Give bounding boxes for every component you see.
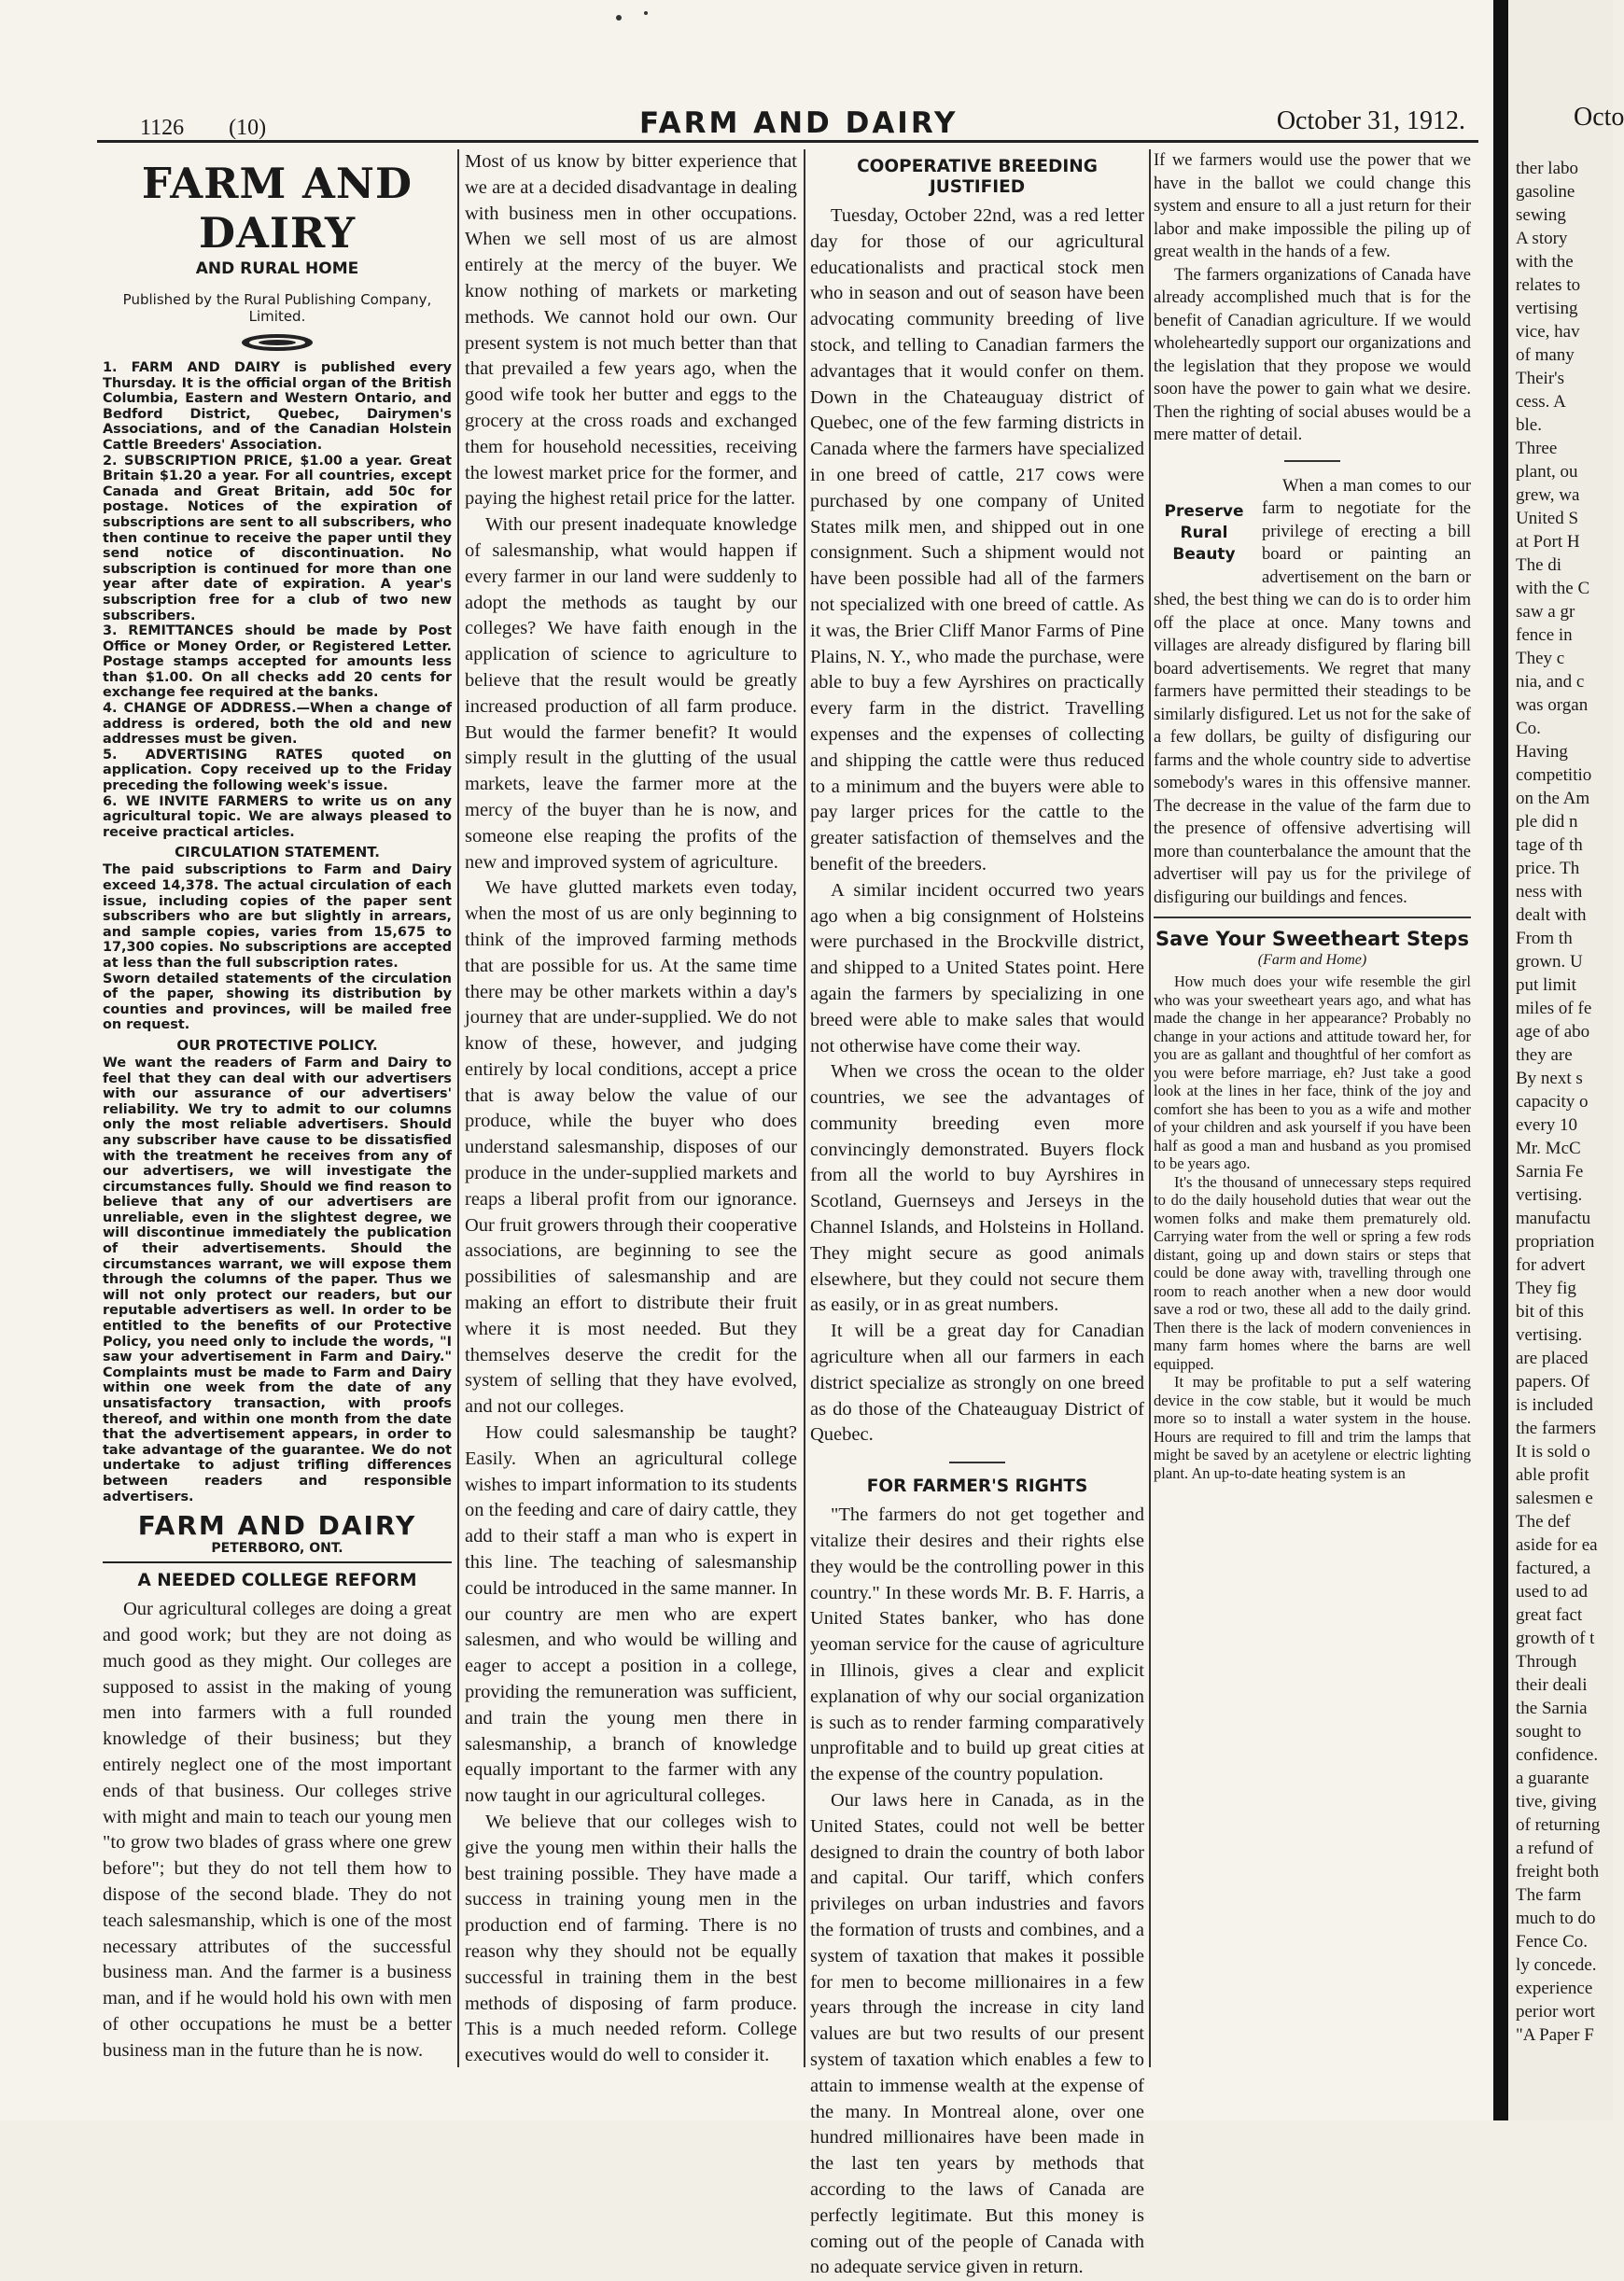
section-rule bbox=[103, 1561, 452, 1563]
next-page-line: plant, ou bbox=[1516, 462, 1578, 482]
next-page-line: They fig bbox=[1516, 1279, 1576, 1298]
masthead-footer-title: FARM AND DAIRY bbox=[137, 1510, 417, 1542]
page-number: 1126 (10) bbox=[140, 116, 267, 140]
header-rule bbox=[97, 140, 1478, 143]
next-page-line: Co. bbox=[1516, 719, 1541, 738]
page-header bbox=[140, 101, 1465, 138]
article-paragraph: A similar incident occurred two years ago when a big consignment of Holsteins were purchased in the Brockville district, and shipped to a United States point. Here again the farmers by specializing in one breed were able to make sales that would not otherwise have come their way. bbox=[810, 879, 1144, 1057]
article-title: COOPERATIVE BREEDING JUSTIFIED bbox=[857, 157, 1098, 197]
next-page-line: propriation bbox=[1516, 1232, 1595, 1252]
next-page-line: factured, a bbox=[1516, 1559, 1591, 1578]
next-page-line: The def bbox=[1516, 1512, 1571, 1532]
next-page-text bbox=[1508, 157, 1600, 2047]
next-page-line: ther labo bbox=[1516, 159, 1579, 178]
column-rule bbox=[1149, 149, 1151, 2067]
circulation-text: The paid subscriptions to Farm and Dairy exceed 14,378. The actual circulation of each issue, including copies of the paper sent subscribers who are but slightly in arrears, and sample copies, varies from 15,675 to 17,300 copies. No subscriptions are accepted at less than the full subscription rates. bbox=[103, 862, 452, 971]
issue-date: October 31, 1912. bbox=[1276, 106, 1465, 135]
next-page-line: Fence Co. bbox=[1516, 1932, 1589, 1952]
next-page-line: It is sold o bbox=[1516, 1442, 1590, 1462]
next-page-line: vertising. bbox=[1516, 1325, 1583, 1345]
next-page-line: Having bbox=[1516, 742, 1568, 762]
notice-item: 3. REMITTANCES should be made by Post Office or Money Order, or Registered Letter. Postage stamps accepted for amounts less than $1.00. On all checks add 20 cents for exchange fee required at the banks. bbox=[103, 623, 452, 701]
article-paragraph: It's the thousand of unnecessary steps required to do the daily household duties that wear out the women folks and make them prematurely old. Carrying water from the well or spring a few rods distant, going up and down stairs or steps that could be done away with, travelling through one room to reach another when a new door would save a rod or two, these all add to the daily grind. Then there is the lack of modern conveniences in many farm homes where the barns are well equipped. bbox=[1154, 1172, 1471, 1373]
next-page-line: perior wort bbox=[1516, 2002, 1595, 2022]
article-paragraph: When a man comes to our farm to negotiate for the privilege of erecting a bill board or painting an advertisement on the barn or shed, the best thing we can do is to order him off the place at once. Many towns and villages are already disfigured by flaring bill board advertisements. We regret that many farmers have permitted their steadings to be similarly disfigured. Let us not for the sake of a few dollars, be guilty of disfiguring our farms and the whole country side to advertise somebody's wares in this offensive manner. The decrease in the value of the farm due to the presence of offensive advertising will more than counterbalance the amount that the advertiser will pay us for the privilege of disfiguring our buildings and fences. bbox=[1154, 476, 1471, 907]
next-page-line: salesmen e bbox=[1516, 1489, 1593, 1508]
next-page-line: freight both bbox=[1516, 1862, 1600, 1882]
next-page-line: much to do bbox=[1516, 1909, 1596, 1928]
next-page-line: a refund of bbox=[1516, 1839, 1594, 1858]
notices bbox=[103, 360, 452, 840]
next-page-line: aside for ea bbox=[1516, 1535, 1598, 1555]
next-page-line: A story bbox=[1516, 229, 1568, 248]
notice-item: 5. ADVERTISING RATES quoted on application. Copy received up to the Friday preceding the following week's issue. bbox=[103, 747, 452, 794]
article-paragraph: It may be profitable to put a self watering device in the cow stable, but it would be much more so to install a water system in the house. Hours are required to fill and trim the lamps that might be saved by an acetylene or electric lighting plant. An up-to-date heating system is an bbox=[1154, 1373, 1471, 1482]
next-page-line: the Sarnia bbox=[1516, 1699, 1588, 1718]
next-page-line: sewing bbox=[1516, 205, 1566, 225]
next-page-line: capacity o bbox=[1516, 1092, 1589, 1112]
masthead-subtitle: AND RURAL HOME bbox=[195, 259, 359, 278]
next-page-line: sought to bbox=[1516, 1722, 1582, 1742]
column-2 bbox=[465, 149, 797, 2066]
column-rule bbox=[457, 149, 459, 2067]
next-page-line: vertising bbox=[1516, 299, 1578, 318]
article-paragraph: When we cross the ocean to the older countries, we see the advantages of community breeding even more convincingly demonstrated. Buyers flock from all the world to buy Ayrshires in Scotland, Guernseys and Jerseys in the Channel Islands, and Holsteins in Holland. They might secure as good animals elsewhere, but they could not secure them as easily, or in as great numbers. bbox=[810, 1061, 1144, 1316]
next-page-line: Sarnia Fe bbox=[1516, 1162, 1584, 1182]
next-page-edge bbox=[1508, 0, 1624, 2120]
policy-text: We want the readers of Farm and Dairy to feel that they can deal with our advertisers with our assurance of our advertisers' reliability. We try to admit to our columns only the most reliable advertisers. Should any subscriber have cause to be dissatisfied with the treatment he receives from any of our advertisers, we will investigate the circumstances fully. Should we find reason to believe that any of our advertisers are unreliable, even in the slightest degree, we will discontinue immediately the publication of their advertisements. Should the circumstances warrant, we will expose them through the columns of the paper. Thus we will not only protect our readers, but our reputable advertisers as well. In order to be entitled to the benefits of our Protective Policy, you need only to include the words, "I saw your advertisement in Farm and Dairy." Complaints must be made to Farm and Dairy within one week from the date of any unsatisfactory transaction, with proofs thereof, and within one month from the date that the advertisement appears, in order to take advantage of the guarantee. We do not undertake to adjust trifling differences between readers and responsible advertisers. bbox=[103, 1055, 452, 1504]
article-title: A NEEDED COLLEGE REFORM bbox=[137, 1571, 417, 1591]
circulation-text: Sworn detailed statements of the circulation of the paper, showing its distribution by counties and provinces, will be mailed free on request. bbox=[103, 971, 452, 1033]
next-page-line: ly concede. bbox=[1516, 1955, 1597, 1975]
policy-heading: OUR PROTECTIVE POLICY. bbox=[176, 1036, 378, 1054]
next-page-line: By next s bbox=[1516, 1069, 1583, 1088]
next-page-line: experience bbox=[1516, 1979, 1593, 1998]
print-speck bbox=[616, 15, 622, 21]
next-page-line: ness with bbox=[1516, 882, 1583, 902]
article-paragraph: Most of us know by bitter experience that we are at a decided disadvantage in dealing with business men in other occupations. When we sell most of us are almost entirely at the mercy of the buyer. We know nothing of markets or marketing methods. We cannot hold our own. Our present system is not much better than that that prevailed a few years ago, when the good wife took her butter and eggs to the grocery at the cross roads and exchanged them for household necessities, receiving the lowest market price for the former, and paying the highest retail price for the latter. bbox=[465, 151, 797, 510]
next-page-line: every 10 bbox=[1516, 1115, 1577, 1135]
next-page-line: price. Th bbox=[1516, 859, 1580, 878]
next-page-line: is included bbox=[1516, 1395, 1593, 1415]
article-title: Save Your Sweetheart Steps bbox=[1155, 928, 1469, 950]
next-page-line: on the Am bbox=[1516, 789, 1590, 808]
next-page-line: miles of fe bbox=[1516, 999, 1592, 1018]
next-page-line: growth of t bbox=[1516, 1629, 1595, 1648]
next-page-line: United S bbox=[1516, 509, 1579, 528]
masthead-title: FARM AND DAIRY bbox=[141, 159, 413, 258]
next-page-line: fence in bbox=[1516, 625, 1573, 645]
next-page-line: tive, giving bbox=[1516, 1792, 1597, 1812]
article-paragraph: It will be a great day for Canadian agriculture when all our farmers in each district specialize as strongly on one breed as do those of the Chateauguay District of Quebec. bbox=[810, 1321, 1144, 1446]
next-page-line: age of abo bbox=[1516, 1022, 1590, 1042]
column-1 bbox=[103, 149, 452, 2061]
next-page-line: the farmers bbox=[1516, 1419, 1596, 1438]
next-page-line: grown. U bbox=[1516, 952, 1583, 972]
next-page-line: they are bbox=[1516, 1045, 1573, 1065]
next-page-header: Octo bbox=[1574, 103, 1624, 132]
notice-item: 4. CHANGE OF ADDRESS.—When a change of address is ordered, both the old and new addresses must be given. bbox=[103, 701, 452, 748]
next-page-line: used to ad bbox=[1516, 1582, 1589, 1602]
next-page-line: competitio bbox=[1516, 765, 1592, 785]
column-3 bbox=[810, 149, 1144, 2278]
article-paragraph: If we farmers would use the power that we have in the ballot we could change this system and ensure to all a just return for their labor and make impossible the piling up of great wealth in the hands of a few. bbox=[1154, 151, 1471, 261]
notice-item: 6. WE INVITE FARMERS to write us on any agricultural topic. We are always pleased to receive practical articles. bbox=[103, 793, 452, 840]
next-page-line: of returning bbox=[1516, 1815, 1601, 1835]
next-page-line: their deali bbox=[1516, 1675, 1588, 1695]
next-page-line: The farm bbox=[1516, 1885, 1582, 1905]
next-page-line: cess. A bbox=[1516, 392, 1566, 412]
article-paragraph: How could salesmanship be taught? Easily. When an agricultural college wishes to impart information to its students on the feeding and care of dairy cattle, they add to their staff a man who is expert in this line. The teaching of salesmanship could be introduced in the same manner. In our country are men who are expert salesmen, and who would be willing and eager to accept a position in a college, providing the remuneration was sufficient, and train the young men there in salesmanship, a branch of knowledge equally important to the farmer with any now taught in our agricultural colleges. bbox=[465, 1422, 797, 1807]
side-heading: Preserve Rural Beauty bbox=[1164, 501, 1244, 564]
next-page-line: dealt with bbox=[1516, 905, 1587, 925]
next-page-line: Mr. McC bbox=[1516, 1139, 1581, 1158]
next-page-line: vertising. bbox=[1516, 1185, 1583, 1205]
next-page-line: ble. bbox=[1516, 415, 1542, 435]
next-page-line: relates to bbox=[1516, 275, 1581, 295]
masthead-location: PETERBORO, ONT. bbox=[211, 1541, 343, 1557]
next-page-line: are placed bbox=[1516, 1349, 1589, 1368]
notice-item: 1. FARM AND DAIRY is published every Thursday. It is the official organ of the British Columbia, Eastern and Western Ontario, and Bedford District, Quebec, Dairymen's Associations, and of the Canadian Holstein Cattle Breeders' Association. bbox=[103, 360, 452, 453]
next-page-line: vice, hav bbox=[1516, 322, 1580, 342]
article-paragraph: We have glutted markets even today, when the most of us are only beginning to think of the improved farming methods that are possible for us. At the same time there may be other markets within a day's journey that are under-supplied. We do not know of these, however, and judging entirely by local conditions, accept a price that is away below the value of our produce, while the buyer who does understand salesmanship, disposes of our produce in the under-supplied markets and reaps a liberal profit from our ignorance. Our fruit growers through their cooperative associations, are beginning to see the possibilities of salesmanship and are making an effort to distribute their fruit where it is most needed. But they themselves deserve the credit for the system of selling that they have evolved, and not our colleges. bbox=[465, 877, 797, 1418]
next-page-line: They c bbox=[1516, 649, 1565, 668]
next-page-line: Through bbox=[1516, 1652, 1577, 1672]
article-title: FOR FARMER'S RIGHTS bbox=[866, 1476, 1088, 1497]
binding-gutter bbox=[1493, 0, 1508, 2120]
next-page-line: was organ bbox=[1516, 695, 1589, 715]
article-paragraph: Our laws here in Canada, as in the United States, could not well be better designed to drain the country of both labor and capital. Our tariff, which confers privileges on urban industries and favors the formation of trusts and combines, and a system of taxation that makes it possible for men to become millionaires in a few years through the increase in city land values are but two results of our present system of taxation which enables a few to attain to immense wealth at the expense of the many. In Montreal alone, over one hundred millionaires have been made in the last ten years by methods that according to the laws of Canada are perfectly legitimate. But this money is coming out of the people of Canada with no adequate service given in return. bbox=[810, 1790, 1144, 2278]
next-page-line: great fact bbox=[1516, 1605, 1583, 1625]
next-page-line: able profit bbox=[1516, 1465, 1589, 1485]
next-page-line: papers. Of bbox=[1516, 1372, 1590, 1392]
divider bbox=[1284, 460, 1340, 462]
article-paragraph: We believe that our colleges wish to give the young men within their halls the best training possible. They have made a success in training young men in the production end of farming. There is no reason why they should not be equally successful in training them in the best methods of disposing of farm produce. This is a much needed reform. College executives would do well to consider it. bbox=[465, 1812, 797, 2066]
article-paragraph: "The farmers do not get together and vitalize their desires and their rights else they would be the controlling power in this country." In these words Mr. B. F. Harris, a United States banker, who has done yeoman service for the cause of agriculture in Illinois, gives a clear and explicit explanation of why our social organization is such as to render farming comparatively unprofitable and to build up great cities at the expense of the country population. bbox=[810, 1504, 1144, 1785]
next-page-line: for advert bbox=[1516, 1255, 1586, 1275]
next-page-line: at Port H bbox=[1516, 532, 1580, 552]
next-page-line: From th bbox=[1516, 929, 1573, 948]
circulation-heading: CIRCULATION STATEMENT. bbox=[175, 844, 380, 861]
next-page-line: with the bbox=[1516, 252, 1574, 272]
next-page-line: tage of th bbox=[1516, 835, 1583, 855]
next-page-line: ple did n bbox=[1516, 812, 1578, 832]
column-rule bbox=[804, 149, 805, 2067]
next-page-line: with the C bbox=[1516, 579, 1590, 598]
article-paragraph: Our agricultural colleges are doing a great and good work; but they are not doing as much good as they might. Our colleges are supposed to assist in the making of young men into farmers with a full rounded knowledge of their business; but they entirely neglect one of the most important ends of that business. Our colleges strive with might and main to teach our young men "to grow two blades of grass where one grew before"; but they do not tell them how to dispose of the second blade. They do not teach salesmanship, which is one of the most necessary attributes of the successful business man. And the farmer is a business man, and if he would hold his own with men of other occupations he must be a better business man in the future than he is now. bbox=[103, 1599, 452, 2061]
next-page-line: confidence. bbox=[1516, 1745, 1599, 1765]
next-page-line: bit of this bbox=[1516, 1302, 1584, 1322]
next-page-line: Their's bbox=[1516, 369, 1564, 388]
divider bbox=[949, 1462, 1005, 1463]
section-rule bbox=[1154, 917, 1471, 918]
ornament-icon bbox=[240, 332, 315, 353]
article-paragraph: Tuesday, October 22nd, was a red letter day for those of our agricultural educationalists and practical stock men who in season and out of season have been advocating community breeding of live stock, and telling to Canadian farmers the advantages that it would confer on them. Down in the Chateauguay district of Quebec, one of the few farming districts in Canada where the farmers have specialized in one breed of cattle, 217 cows were purchased by one company of United States milk men, and shipped out in one consignment. Such a shipment would not have been possible had all of the farmers not specialized with one breed of cattle. As it was, the Brier Cliff Manor Farms of Pine Plains, N. Y., who made the purchase, were able to buy a few Ayrshires on practically every farm in the district. Travelling expenses and the expenses of collecting and shipping the cattle were thus reduced to a minimum and the buyers were able to pay larger prices for the cattle to the greater satisfaction of themselves and the benefit of the breeders. bbox=[810, 205, 1144, 875]
next-page-line: nia, and c bbox=[1516, 672, 1585, 692]
column-4 bbox=[1154, 149, 1471, 2055]
article-paragraph: The farmers organizations of Canada have already accomplished much that is for the benefit of Canadian agriculture. If we would wholeheartedly support our organizations and the legislation that they propose we would soon have the power to gain what we desire. Then the righting of social abuses would be a mere matter of detail. bbox=[1154, 265, 1471, 444]
next-page-line: of many bbox=[1516, 345, 1575, 365]
article-paragraph: With our present inadequate knowledge of salesmanship, what would happen if every farmer in our land were suddenly to adopt the methods as taught by our colleges? We have faith enough in the application of science to agriculture to believe that the result would be greatly increased production of all farm produce. But would the farmer benefit? It would simply result in the glutting of the usual markets, leave the farmer more at the mercy of the buyer than he is now, and someone else reaping the profits of the new and improved system of agriculture. bbox=[465, 514, 797, 873]
next-page-line: put limit bbox=[1516, 975, 1576, 995]
next-page-line: Three bbox=[1516, 439, 1558, 458]
next-page-line: saw a gr bbox=[1516, 602, 1575, 622]
article-source: (Farm and Home) bbox=[1257, 952, 1367, 968]
running-title: FARM AND DAIRY bbox=[639, 106, 959, 140]
notice-item: 2. SUBSCRIPTION PRICE, $1.00 a year. Great Britain $1.20 a year. For all countries, except Canada and Great Britain, add 50c for postage. Notices of the expiration of subscriptions are sent to all subscribers, who then continue to receive the paper until they send notice of discontinuation. No subscription is continued for more than one year after date of expiration. A year's subscription free for a club of two new subscribers. bbox=[103, 453, 452, 623]
next-page-line: a guarante bbox=[1516, 1769, 1589, 1788]
article-paragraph: How much does your wife resemble the girl who was your sweetheart years ago, and what has made the change in her appearance? Probably no change in your actions and attitude toward her, for you are as gallant and thoughtful of her comfort as you were before marriage, eh? Just take a good look at the lines in her face, think of the joy and comfort she has been to you as a wife and mother of your children and ask yourself if you have been half as good a man and husband as you promised to be years ago. bbox=[1154, 973, 1471, 1172]
next-page-line: gasoline bbox=[1516, 182, 1575, 202]
next-page-line: manufactu bbox=[1516, 1209, 1591, 1228]
next-page-line: "A Paper F bbox=[1516, 2025, 1594, 2045]
next-page-line: grew, wa bbox=[1516, 485, 1580, 505]
next-page-line: The di bbox=[1516, 555, 1562, 575]
publisher-line: Published by the Rural Publishing Company, Limited. bbox=[122, 291, 432, 325]
print-speck bbox=[644, 11, 648, 15]
